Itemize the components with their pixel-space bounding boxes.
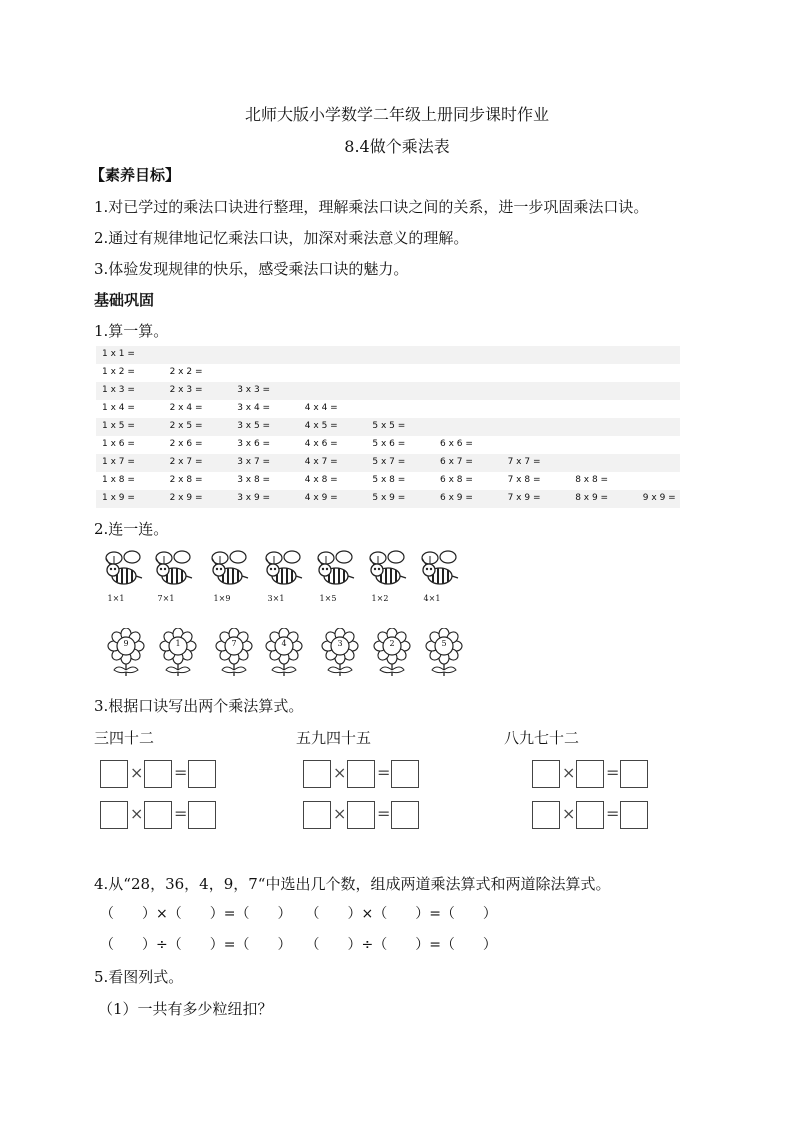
multiplication-cell: 8 x 9 = — [575, 493, 609, 503]
table-row — [96, 418, 680, 436]
multiplication-cell: 4 x 6 = — [304, 439, 338, 449]
question-2-label: 2.连一连。 — [94, 520, 169, 538]
answer-box[interactable] — [188, 760, 216, 788]
rhyme-2: 五九四十五 — [296, 729, 372, 747]
multiplication-cell: 7 x 9 = — [507, 493, 541, 503]
equals-sign: = — [174, 804, 188, 823]
flower-icon[interactable] — [104, 628, 148, 678]
multiplication-cell: 2 x 9 = — [169, 493, 203, 503]
question-3-label: 3.根据口诀写出两个乘法算式。 — [94, 697, 304, 715]
equals-sign: = — [606, 804, 620, 823]
multiplication-cell: 1 x 1 = — [102, 349, 135, 359]
table-row — [96, 472, 680, 490]
times-sign: × — [130, 763, 144, 782]
multiplication-cell: 1 x 9 = — [102, 493, 135, 503]
flower-number: 5 — [441, 639, 447, 648]
bee-icon[interactable] — [262, 548, 306, 592]
rhyme-1: 三四十二 — [94, 729, 155, 747]
multiplication-cell: 3 x 3 = — [237, 385, 271, 395]
bee-expression: 1×5 — [319, 594, 337, 603]
answer-box[interactable] — [620, 801, 648, 829]
table-row — [96, 490, 680, 508]
answer-box[interactable] — [391, 801, 419, 829]
flower-number: 7 — [231, 639, 237, 648]
bee-icon[interactable] — [102, 548, 146, 592]
answer-box[interactable] — [620, 760, 648, 788]
goal-item-3: 3.体验发现规律的快乐，感受乘法口诀的魅力。 — [94, 260, 409, 278]
table-row — [96, 346, 680, 364]
table-row — [96, 364, 680, 382]
section-heading: 基础巩固 — [94, 291, 155, 309]
question-5-sub-1: （1）一共有多少粒纽扣？ — [98, 1000, 273, 1018]
answer-box[interactable] — [347, 801, 375, 829]
bee-expression: 7×1 — [157, 594, 175, 603]
multiplication-cell: 3 x 4 = — [237, 403, 271, 413]
multiplication-cell: 3 x 5 = — [237, 421, 271, 431]
bee-icon[interactable] — [152, 548, 196, 592]
times-sign: × — [130, 804, 144, 823]
flower-icon[interactable] — [422, 628, 466, 678]
answer-box[interactable] — [391, 760, 419, 788]
multiplication-cell: 5 x 5 = — [372, 421, 406, 431]
multiplication-cell: 2 x 4 = — [169, 403, 203, 413]
flower-icon[interactable] — [262, 628, 306, 678]
multiplication-cell: 1 x 6 = — [102, 439, 135, 449]
multiplication-cell: 3 x 9 = — [237, 493, 271, 503]
times-sign: × — [562, 804, 576, 823]
multiplication-cell: 4 x 4 = — [304, 403, 338, 413]
equals-sign: = — [606, 763, 620, 782]
multiplication-cell: 2 x 8 = — [169, 475, 203, 485]
goal-item-2: 2.通过有规律地记忆乘法口诀，加深对乘法意义的理解。 — [94, 229, 469, 247]
q4-division-line: （ ）÷（ ）=（ ） （ ）÷（ ）=（ ） — [100, 937, 497, 953]
answer-box[interactable] — [188, 801, 216, 829]
multiplication-cell: 2 x 2 = — [169, 367, 203, 377]
multiplication-cell: 1 x 8 = — [102, 475, 135, 485]
answer-box[interactable] — [144, 801, 172, 829]
multiplication-cell: 1 x 4 = — [102, 403, 135, 413]
flower-icon[interactable] — [370, 628, 414, 678]
answer-box[interactable] — [532, 760, 560, 788]
answer-box[interactable] — [576, 801, 604, 829]
multiplication-cell: 9 x 9 = — [642, 493, 676, 503]
multiplication-cell: 4 x 9 = — [304, 493, 338, 503]
answer-box[interactable] — [303, 760, 331, 788]
multiplication-cell: 1 x 5 = — [102, 421, 135, 431]
equals-sign: = — [174, 763, 188, 782]
bee-icon[interactable] — [314, 548, 358, 592]
multiplication-cell: 5 x 8 = — [372, 475, 406, 485]
bee-expression: 4×1 — [423, 594, 441, 603]
answer-box[interactable] — [100, 801, 128, 829]
question-5-label: 5.看图列式。 — [94, 968, 184, 986]
multiplication-cell: 1 x 7 = — [102, 457, 135, 467]
multiplication-table — [96, 346, 680, 508]
answer-box[interactable] — [576, 760, 604, 788]
flower-icon[interactable] — [212, 628, 256, 678]
multiplication-cell: 4 x 5 = — [304, 421, 338, 431]
multiplication-cell: 3 x 6 = — [237, 439, 271, 449]
flower-number: 4 — [281, 639, 287, 648]
multiplication-cell: 7 x 7 = — [507, 457, 541, 467]
multiplication-cell: 3 x 8 = — [237, 475, 271, 485]
multiplication-cell: 1 x 2 = — [102, 367, 135, 377]
multiplication-cell: 5 x 6 = — [372, 439, 406, 449]
goal-item-1: 1.对已学过的乘法口诀进行整理，理解乘法口诀之间的关系，进一步巩固乘法口诀。 — [94, 198, 649, 216]
multiplication-cell: 1 x 3 = — [102, 385, 135, 395]
answer-box[interactable] — [303, 801, 331, 829]
table-row — [96, 400, 680, 418]
multiplication-cell: 6 x 9 = — [440, 493, 473, 503]
bee-icon[interactable] — [366, 548, 410, 592]
multiplication-cell: 4 x 8 = — [304, 475, 338, 485]
multiplication-cell: 2 x 7 = — [169, 457, 203, 467]
multiplication-cell: 2 x 3 = — [169, 385, 203, 395]
multiplication-cell: 2 x 6 = — [169, 439, 203, 449]
bee-expression: 3×1 — [267, 594, 285, 603]
bee-icon[interactable] — [418, 548, 462, 592]
table-row — [96, 382, 680, 400]
flower-number: 2 — [389, 639, 395, 648]
goals-heading: 【素养目标】 — [90, 166, 181, 184]
flower-icon[interactable] — [156, 628, 200, 678]
multiplication-cell: 5 x 9 = — [372, 493, 406, 503]
table-row — [96, 454, 680, 472]
table-row — [96, 436, 680, 454]
bee-expression: 1×9 — [213, 594, 231, 603]
equals-sign: = — [377, 804, 391, 823]
times-sign: × — [333, 804, 347, 823]
question-1-label: 1.算一算。 — [94, 322, 169, 340]
bee-expression: 1×2 — [371, 594, 389, 603]
answer-box[interactable] — [532, 801, 560, 829]
times-sign: × — [562, 763, 576, 782]
equals-sign: = — [377, 763, 391, 782]
flower-number: 3 — [337, 639, 343, 648]
lesson-subtitle: 8.4做个乘法表 — [344, 137, 450, 156]
multiplication-cell: 5 x 7 = — [372, 457, 406, 467]
page-title: 北师大版小学数学二年级上册同步课时作业 — [244, 105, 549, 124]
multiplication-cell: 6 x 7 = — [440, 457, 473, 467]
question-4-label: 4.从“28，36，4，9，7“中选出几个数，组成两道乘法算式和两道除法算式。 — [94, 875, 611, 893]
q4-multiplication-line: （ ）×（ ）=（ ） （ ）×（ ）=（ ） — [100, 906, 497, 922]
multiplication-cell: 4 x 7 = — [304, 457, 338, 467]
multiplication-cell: 8 x 8 = — [575, 475, 609, 485]
multiplication-cell: 2 x 5 = — [169, 421, 203, 431]
multiplication-cell: 6 x 8 = — [440, 475, 473, 485]
multiplication-cell: 3 x 7 = — [237, 457, 271, 467]
flower-icon[interactable] — [318, 628, 362, 678]
answer-box[interactable] — [347, 760, 375, 788]
flower-number: 1 — [175, 639, 181, 648]
answer-box[interactable] — [144, 760, 172, 788]
multiplication-cell: 7 x 8 = — [507, 475, 541, 485]
multiplication-cell: 6 x 6 = — [440, 439, 473, 449]
bee-icon[interactable] — [208, 548, 252, 592]
answer-box[interactable] — [100, 760, 128, 788]
times-sign: × — [333, 763, 347, 782]
rhyme-3: 八九七十二 — [504, 729, 580, 747]
flower-number: 9 — [123, 639, 129, 648]
bee-expression: 1×1 — [107, 594, 125, 603]
